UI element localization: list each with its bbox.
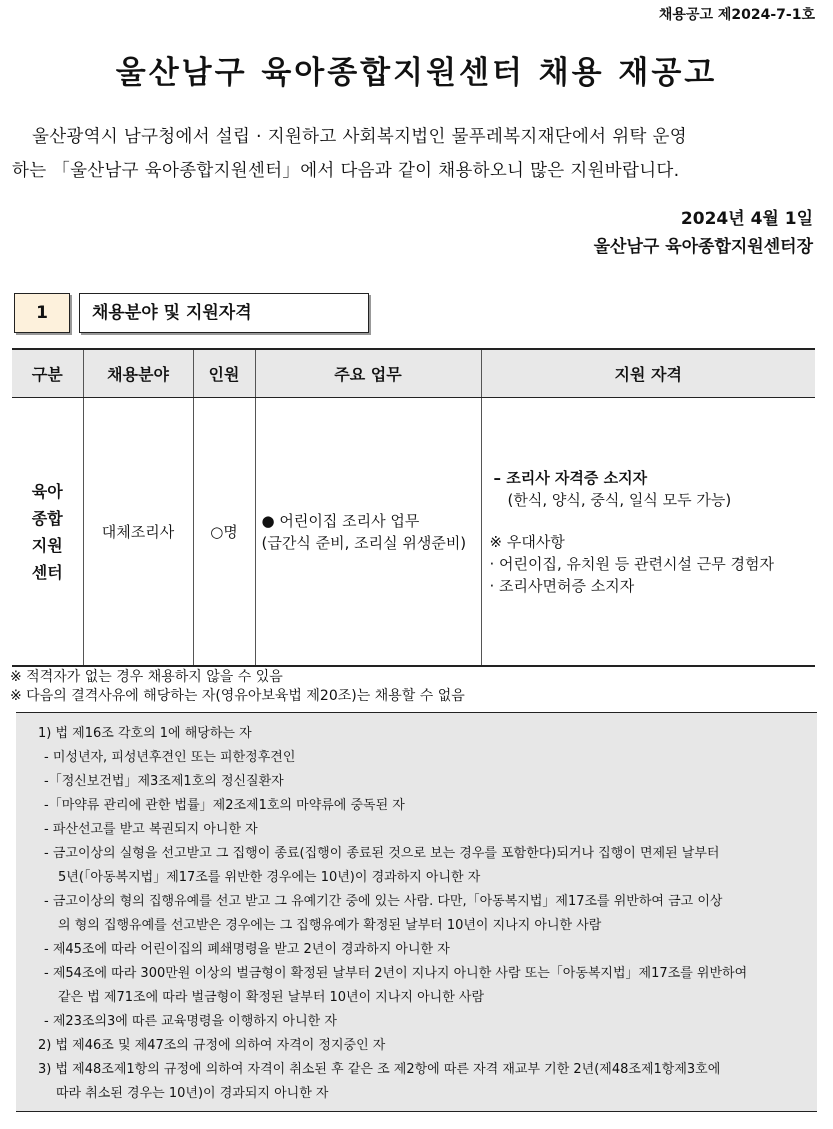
disqualification-item: -「정신보건법」제3조제1호의 정신질환자 bbox=[44, 774, 284, 789]
intro-paragraph bbox=[12, 120, 822, 188]
disqualification-item: 1) 법 제16조 각호의 1에 해당하는 자 bbox=[38, 726, 252, 741]
disqualification-item: 5년(「아동복지법」제17조를 위반한 경우에는 10년)이 경과하지 아니한 자 bbox=[58, 870, 481, 885]
disqualification-item: 3) 법 제48조제1항의 규정에 의하여 자격이 취소된 후 같은 조 제2항에 따른 자격 재교부 기한 2년(제48조제1항제3호에 bbox=[38, 1062, 721, 1077]
disqualification-item: 같은 법 제71조에 따라 벌금형이 확정된 날부터 10년이 지나지 아니한 사람 bbox=[58, 990, 485, 1005]
table-row bbox=[12, 398, 815, 667]
recruitment-table bbox=[12, 348, 815, 667]
qualification-sub: (한식, 양식, 중식, 일식 모두 가능) bbox=[507, 490, 732, 509]
disqualification-item: - 제54조에 따라 300만원 이상의 벌금형이 확정된 날부터 2년이 지나지 아니한 사람 또는「아동복지법」제17조를 위반하여 bbox=[44, 966, 748, 981]
disqualification-item: - 금고이상의 실형을 선고받고 그 집행이 종료(집행이 종료된 것으로 보는 경우를 포함한다)되거나 집행이 면제된 날부터 bbox=[44, 846, 720, 861]
header-qualification: 지원 자격 bbox=[481, 349, 815, 398]
page-title: 울산남구 육아종합지원센터 채용 재공고 bbox=[115, 55, 718, 91]
disqualification-item: - 미성년자, 피성년후견인 또는 피한정후견인 bbox=[44, 750, 296, 765]
division-line: 육아 bbox=[31, 481, 63, 501]
duty-line: ● 어린이집 조리사 업무 bbox=[261, 511, 420, 530]
preference-title: ※ 우대사항 bbox=[489, 532, 565, 551]
qualification-main: – 조리사 자격증 소지자 bbox=[493, 468, 648, 487]
table-header-row bbox=[12, 349, 815, 398]
division-line: 종합 bbox=[31, 508, 63, 528]
disqualification-item: 따라 취소된 경우는 10년)이 경과되지 아니한 자 bbox=[56, 1086, 329, 1101]
note-no-candidate: ※ 적격자가 없는 경우 채용하지 않을 수 있음 bbox=[10, 669, 283, 685]
disqualification-item: 2) 법 제46조 및 제47조의 규정에 의하여 자격이 정지중인 자 bbox=[38, 1038, 386, 1053]
signer-name: 울산남구 육아종합지원센터장 bbox=[593, 237, 813, 257]
section-title: 채용분야 및 지원자격 bbox=[79, 293, 369, 333]
notes bbox=[10, 668, 465, 706]
header-count: 인원 bbox=[193, 349, 255, 398]
division-line: 지원 bbox=[31, 535, 63, 555]
preference-item: · 조리사면허증 소지자 bbox=[489, 576, 635, 595]
field-cell: 대체조리사 bbox=[83, 398, 193, 667]
intro-line-1: 울산광역시 남구청에서 설립 · 지원하고 사회복지법인 물푸레복지재단에서 위탁 운영 bbox=[32, 127, 687, 147]
note-disqualification: ※ 다음의 결격사유에 해당하는 자(영유아보육법 제20조)는 채용할 수 없음 bbox=[10, 688, 465, 704]
count-cell: ○명 bbox=[193, 398, 255, 667]
disqualification-item: - 제23조의3에 따른 교육명령을 이행하지 아니한 자 bbox=[44, 1014, 337, 1029]
duty-line: (급간식 준비, 조리실 위생준비) bbox=[261, 533, 467, 552]
document-number: 채용공고 제2024-7-1호 bbox=[658, 7, 815, 23]
disqualification-item: - 금고이상의 형의 집행유예를 선고 받고 그 유예기간 중에 있는 사람. 다만,「아동복지법」제17조를 위반하여 금고 이상 bbox=[44, 894, 723, 909]
section-number: 1 bbox=[14, 293, 70, 333]
duty-cell bbox=[255, 398, 481, 667]
disqualification-item: - 제45조에 따라 어린이집의 폐쇄명령을 받고 2년이 경과하지 아니한 자 bbox=[44, 942, 450, 957]
division-line: 센터 bbox=[31, 562, 63, 582]
disqualification-item: 의 형의 집행유예를 선고받은 경우에는 그 집행유예가 확정된 날부터 10년이 지나지 아니한 사람 bbox=[58, 918, 602, 933]
preference-item: · 어린이집, 유치원 등 관련시설 근무 경험자 bbox=[489, 554, 774, 573]
header-duty: 주요 업무 bbox=[255, 349, 481, 398]
intro-line-2: 하는 「울산남구 육아종합지원센터」에서 다음과 같이 채용하오니 많은 지원바랍니다. bbox=[12, 161, 680, 181]
disqualification-item: - 파산선고를 받고 복권되지 아니한 자 bbox=[44, 822, 258, 837]
disqualification-box bbox=[16, 712, 817, 1112]
header-field: 채용분야 bbox=[83, 349, 193, 398]
qualification-cell bbox=[481, 398, 815, 667]
disqualification-item: -「마약류 관리에 관한 법률」제2조제1호의 마약류에 중독된 자 bbox=[44, 798, 405, 813]
division-cell bbox=[12, 398, 83, 667]
header-division: 구분 bbox=[12, 349, 83, 398]
announcement-date: 2024년 4월 1일 bbox=[680, 209, 813, 229]
